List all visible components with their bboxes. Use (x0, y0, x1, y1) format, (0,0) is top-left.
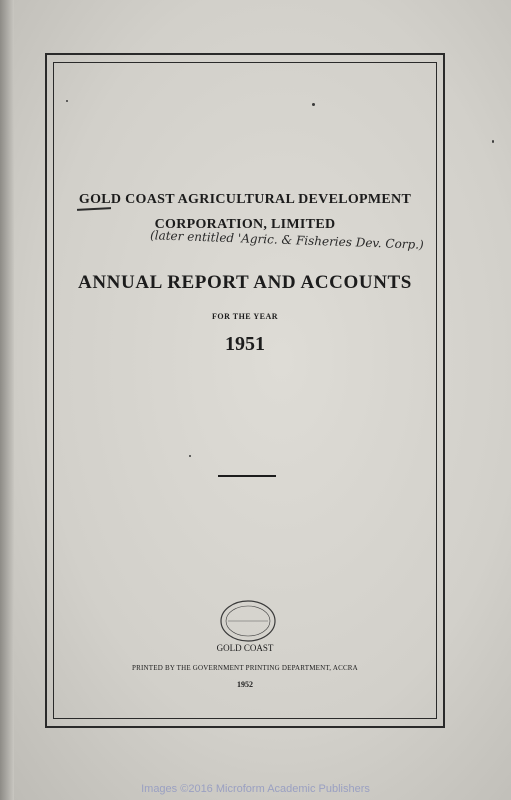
report-title: ANNUAL REPORT AND ACCOUNTS (78, 272, 412, 293)
dust-speck (492, 140, 494, 143)
place-name: GOLD COAST (216, 643, 274, 653)
for-the-year-label: FOR THE YEAR (211, 312, 278, 321)
dust-speck (312, 103, 315, 106)
dust-speck (66, 100, 68, 102)
institute-stamp (219, 598, 277, 644)
dust-speck (189, 455, 191, 457)
binding-edge (0, 0, 14, 800)
printer-line: PRINTED BY THE GOVERNMENT PRINTING DEPARTMENT, ACCRA (132, 664, 358, 672)
divider-rule (218, 475, 276, 477)
publisher-watermark: Images ©2016 Microform Academic Publishers (141, 783, 370, 795)
report-year: 1951 (225, 333, 265, 355)
publication-year: 1952 (237, 680, 253, 689)
organization-name-line2: CORPORATION, LIMITED (154, 217, 336, 232)
organization-name-line1: GOLD COAST AGRICULTURAL DEVELOPMENT (78, 192, 412, 207)
handwritten-note: (later entitled 'Agric. & Fisheries Dev. Corp.) (149, 228, 424, 252)
